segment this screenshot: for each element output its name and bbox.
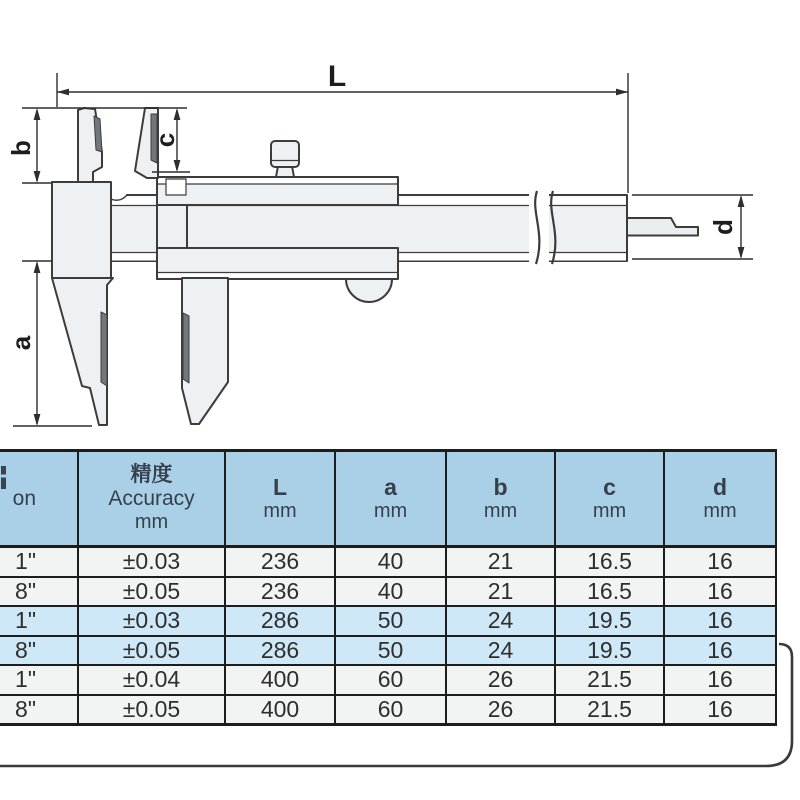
cell-a: 40 — [335, 547, 446, 577]
cell-graduation-fragment: 8" — [0, 577, 78, 607]
dim-label-d: d — [708, 219, 738, 235]
cell-L: 286 — [225, 606, 335, 636]
cell-graduation-fragment: 1" — [0, 665, 78, 695]
dim-label-L: L — [327, 60, 347, 93]
cjk-char-fragment — [1, 466, 6, 489]
cell-d: 16 — [664, 577, 776, 607]
col-header-graduation-fragment: on — [0, 451, 78, 547]
spec-row — [0, 547, 776, 577]
cell-a: 50 — [335, 606, 446, 636]
spec-row — [0, 636, 776, 666]
cell-d: 16 — [664, 665, 776, 695]
header-row — [0, 451, 776, 547]
cell-b: 24 — [446, 606, 555, 636]
cell-accuracy: ±0.03 — [78, 606, 225, 636]
spec-table — [0, 449, 777, 726]
dim-label-b: b — [6, 140, 36, 156]
cell-c: 21.5 — [555, 665, 664, 695]
col-header-L: L mm — [225, 451, 335, 547]
cell-accuracy: ±0.04 — [78, 665, 225, 695]
cell-c: 21.5 — [555, 695, 664, 725]
cell-d: 16 — [664, 606, 776, 636]
col-header-c: c mm — [555, 451, 664, 547]
col-header-a: a mm — [335, 451, 446, 547]
cell-b: 24 — [446, 636, 555, 666]
cell-b: 26 — [446, 695, 555, 725]
caliper-body — [52, 108, 698, 425]
thumb-grip — [346, 279, 392, 302]
col-header-accuracy: 精度 Accuracy mm — [78, 451, 225, 547]
cell-L: 400 — [225, 665, 335, 695]
cell-accuracy: ±0.05 — [78, 695, 225, 725]
spec-table-clip — [0, 449, 800, 744]
spec-row — [0, 695, 776, 725]
cell-L: 400 — [225, 695, 335, 725]
cell-c: 19.5 — [555, 606, 664, 636]
cell-d: 16 — [664, 547, 776, 577]
cell-c: 19.5 — [555, 636, 664, 666]
cell-b: 21 — [446, 577, 555, 607]
spec-row — [0, 577, 776, 607]
depth-rod — [627, 218, 698, 236]
cell-L: 286 — [225, 636, 335, 666]
cell-graduation-fragment: 8" — [0, 695, 78, 725]
cell-graduation-fragment: 1" — [0, 606, 78, 636]
cell-b: 21 — [446, 547, 555, 577]
cell-L: 236 — [225, 547, 335, 577]
dim-label-c: c — [150, 132, 180, 148]
cell-L: 236 — [225, 577, 335, 607]
cell-a: 40 — [335, 577, 446, 607]
cell-a: 60 — [335, 665, 446, 695]
dim-label-a: a — [6, 335, 36, 351]
cell-graduation-fragment: 8" — [0, 636, 78, 666]
spec-row — [0, 606, 776, 636]
cell-accuracy: ±0.03 — [78, 547, 225, 577]
cell-accuracy: ±0.05 — [78, 636, 225, 666]
cell-accuracy: ±0.05 — [78, 577, 225, 607]
lock-screw-knob — [271, 141, 299, 167]
cell-graduation-fragment: 1" — [0, 547, 78, 577]
cell-d: 16 — [664, 636, 776, 666]
col-header-d: d mm — [664, 451, 776, 547]
cell-a: 60 — [335, 695, 446, 725]
cell-c: 16.5 — [555, 547, 664, 577]
cell-a: 50 — [335, 636, 446, 666]
cell-b: 26 — [446, 665, 555, 695]
cell-c: 16.5 — [555, 577, 664, 607]
col-header-b: b mm — [446, 451, 555, 547]
spec-row — [0, 665, 776, 695]
cell-d: 16 — [664, 695, 776, 725]
fixed-head — [52, 182, 111, 278]
